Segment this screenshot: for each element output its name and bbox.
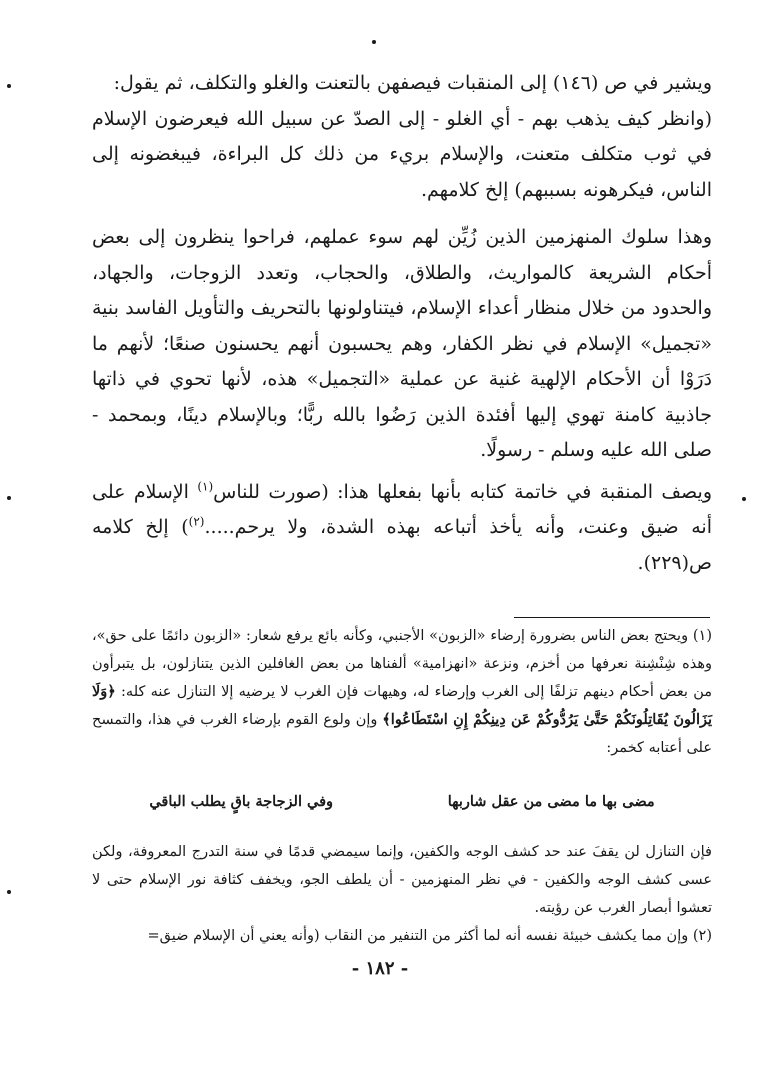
footnote-1-continuation: فإن التنازل لن يقفَ عند حد كشف الوجه والكفين، وإنما سيمضي قدمًا في سنة التدرج المعروفة، ولكن عسى كشف الوجه والكفين - في نظر المنهزمين - أن يلطف الجو، ويخفف كثافة نور الإسلام حتى لا تعشوا أبصار الغرب عن رؤيته. (92, 844, 712, 916)
footnote-ref-1[interactable]: (١) (197, 479, 214, 494)
scan-mark (7, 84, 11, 88)
scan-mark (7, 890, 11, 894)
paragraph-3: وهذا سلوك المنهزمين الذين زُيِّن لهم سوء عملهم، فراحوا ينظرون إلى بعض أحكام الشريعة كالمواريث، والطلاق، والحجاب، وتعدد الزوجات، والجهاد، والحدود من خلال منظار أعداء الإسلام، فيتناولونها بالتحريف والتأويل الفاسد بنية «تجميل» الإسلام في نظر الكفار، وهم يحسبون أنهم يحسنون صنعًا؛ لأنهم ما دَرَوْا أن الأحكام الإلهية غنية عن عملية «التجميل» هذه، لأنها تحوي في ذاتها جاذبية كامنة تهوي إليها أفئدة الذين رَضُوا بالله ربًّا؛ وبالإسلام دينًا، وبمحمد - صلى الله عليه وسلم - رسولًا. (92, 226, 712, 461)
footnote-1-text: ويحتج بعض الناس بضرورة إرضاء «الزبون» الأجنبي، وكأنه بائع يرفع شعار: «الزبون دائمًا على حق»، وهذه شِنْشِنة نعرفها من أخزم، ونزعة «انهزامية» ألفناها من بعض الغافلين الذين يتنازلون، بل يتبرأون من بعض أحكام دينهم تزلفًا إلى الغرب وإرضاء له، وهيهات فإن الغرب لا يرضيه إلا التنازل عنه كله: (92, 628, 712, 700)
page-number: - ١٨٢ - (351, 958, 409, 979)
verse-second-hemistich: وفي الزجاجة باقٍ يطلب الباقي (149, 793, 334, 810)
footnote-1 (92, 622, 712, 762)
footnote-2-number: (٢) (692, 928, 712, 944)
scan-mark (742, 497, 746, 501)
poetry-verse (92, 788, 712, 816)
footnote-1-number: (١) (692, 628, 713, 644)
paragraph-1: ويشير في ص (١٤٦) إلى المنقبات فيصفهن بالتعنت والغلو والتكلف، ثم يقول: (113, 72, 712, 94)
main-body-text (92, 66, 712, 581)
footnote-1-quran-quote: ﴿وَلَا يَزَالُونَ يُقَاتِلُونَكُمْ حَتَّىٰ يَرُدُّوكُمْ عَن دِينِكُمْ إِنِ اسْتَطَاعُوا﴾ (92, 683, 713, 728)
paragraph-4-part-a: ويصف المنقبة في خاتمة كتابه بأنها بفعلها هذا: (صورت للناس (213, 480, 713, 503)
footnote-ref-2[interactable]: (٢) (188, 514, 205, 529)
scan-mark (372, 40, 376, 44)
footnote-2 (92, 922, 712, 950)
footnote-separator (514, 617, 710, 618)
footnote-2-text: وإن مما يكشف خبيئة نفسه أنه لما أكثر من التنفير من النقاب (وأنه يعني أن الإسلام ضيق= (147, 928, 689, 944)
paragraph-2-quote: (وانظر كيف يذهب بهم - أي الغلو - إلى الصدّ عن سبيل الله فيعرضون الإسلام في ثوب متكلف متعنت، والإسلام بريء من ذلك كل البراءة، فيبغضونه إلى الناس، فيكرهونه بسببهم) إلخ كلامهم. (92, 107, 712, 201)
verse-first-hemistich: مضى بها ما مضى من عقل شاربها (447, 793, 655, 810)
footnotes-section (92, 622, 712, 950)
paragraph-4 (92, 475, 712, 582)
footnote-1-tail: وإن ولوع القوم بإرضاء الغرب في هذا، والتمسح على أعتابه كخمر: (92, 712, 712, 756)
paragraph-4-part-b: الإسلام على أنه ضيق وعنت، وأنه يأخذ أتباعه بهذه الشدة، ولا يرحم..... (92, 480, 712, 538)
paragraph-4-part-c: ) إلخ كلامه ص(٢٢٩). (92, 516, 712, 574)
scan-mark (7, 496, 11, 500)
